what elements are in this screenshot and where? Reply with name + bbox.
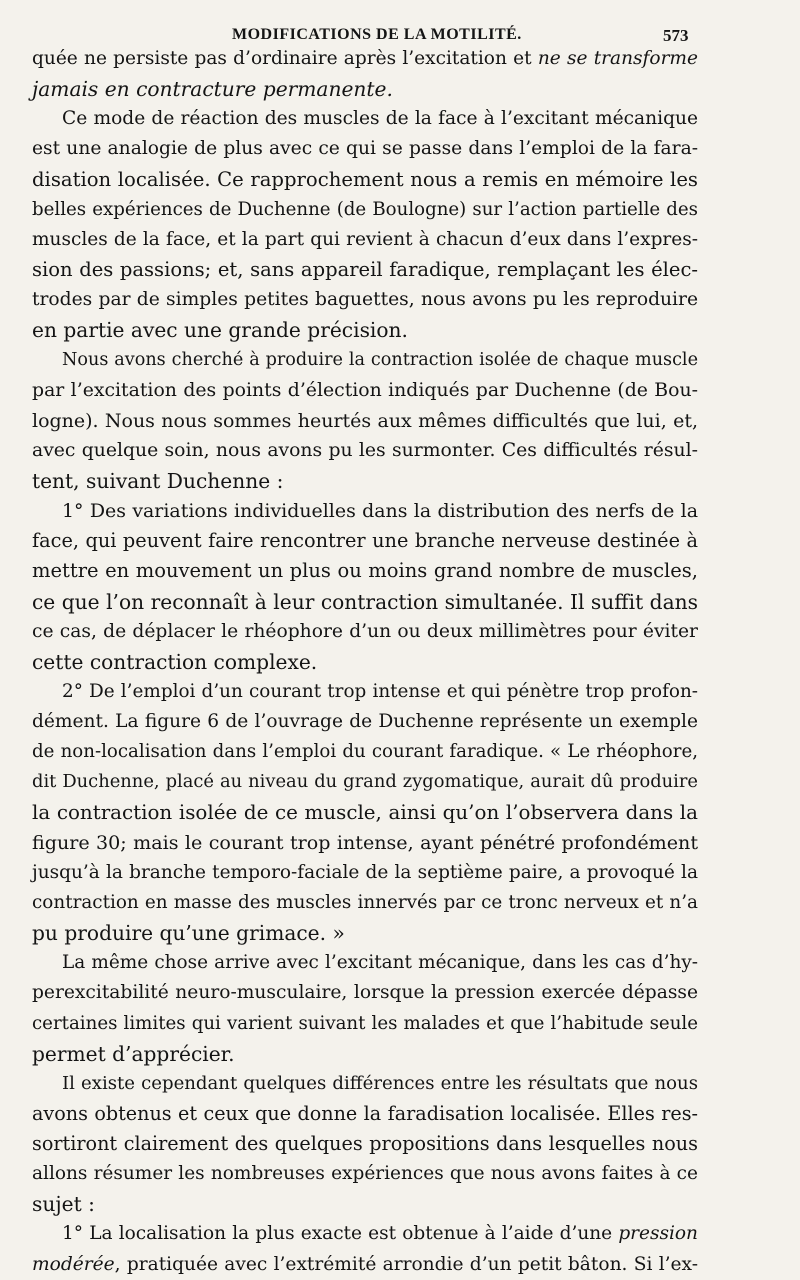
text-line: ce que l’on reconnaît à leur contraction simultanée. Il suffit dans bbox=[32, 589, 698, 614]
text-line: pu produire qu’une grimace. » bbox=[32, 921, 345, 946]
text-run: 1° La localisation la plus exacte est obtenue à l’aide d’une bbox=[62, 1223, 619, 1245]
text-line: dément. La figure 6 de l’ouvrage de Duchenne représente un exemple bbox=[32, 711, 698, 733]
text-line: dit Duchenne, placé au niveau du grand zygomatique, aurait dû produire bbox=[32, 771, 698, 793]
text-line: allons résumer les nombreuses expériences que nous avons faites à ce bbox=[32, 1163, 698, 1185]
paragraph bbox=[0, 345, 800, 496]
text-line: avec quelque soin, nous avons pu les surmonter. Ces difficultés résul- bbox=[32, 439, 698, 461]
text-line: Il existe cependant quelques différences entre les résultats que nous bbox=[62, 1072, 698, 1094]
text-run: , pratiquée avec l’extrémité arrondie d’un petit bâton. Si l’ex- bbox=[114, 1253, 698, 1275]
text-line: 2° De l’emploi d’un courant trop intense et qui pénètre trop profon- bbox=[62, 680, 698, 702]
text-line: disation localisée. Ce rapprochement nous a remis en mémoire les bbox=[32, 167, 698, 191]
text-line: 1° Des variations individuelles dans la distribution des nerfs de la bbox=[62, 500, 698, 523]
italic-text: modérée bbox=[32, 1253, 115, 1275]
paragraph bbox=[0, 948, 800, 1069]
text-line bbox=[32, 1250, 698, 1280]
text-line: sujet : bbox=[32, 1192, 95, 1217]
text-line: Nous avons cherché à produire la contraction isolée de chaque muscle bbox=[62, 350, 698, 371]
text-line: trodes par de simples petites baguettes, nous avons pu les reproduire bbox=[32, 289, 698, 311]
text-line: avons obtenus et ceux que donne la faradisation localisée. Elles res- bbox=[32, 1101, 698, 1125]
text-line bbox=[32, 44, 698, 74]
text-line: contraction en masse des muscles innervés par ce tronc nerveux et n’a bbox=[32, 891, 698, 913]
paragraph bbox=[0, 496, 800, 677]
text-line: en partie avec une grande précision. bbox=[32, 318, 408, 343]
italic-text: ne se transforme bbox=[537, 48, 698, 69]
text-line: belles expériences de Duchenne (de Boulogne) sur l’action partielle des bbox=[32, 198, 698, 220]
text-line: mettre en mouvement un plus ou moins grand nombre de muscles, bbox=[32, 559, 698, 583]
text-line bbox=[62, 1219, 698, 1249]
text-line: La même chose arrive avec l’excitant mécanique, dans les cas d’hy- bbox=[62, 952, 698, 974]
italic-text: pression bbox=[618, 1223, 698, 1245]
text-line: de non-localisation dans l’emploi du courant faradique. « Le rhéophore, bbox=[32, 741, 698, 763]
text-line: est une analogie de plus avec ce qui se passe dans l’emploi de la fara- bbox=[32, 138, 698, 160]
text-line: la contraction isolée de ce muscle, ainsi qu’on l’observera dans la bbox=[32, 800, 698, 824]
running-header bbox=[0, 20, 800, 44]
paragraph bbox=[0, 677, 800, 948]
text-line: face, qui peuvent faire rencontrer une branche nerveuse destinée à bbox=[32, 529, 698, 553]
text-line: tent, suivant Duchenne : bbox=[32, 468, 284, 493]
text-line: jusqu’à la branche temporo-faciale de la septième paire, a provoqué la bbox=[32, 861, 698, 883]
text-line: sortiront clairement des quelques propositions dans lesquelles nous bbox=[32, 1132, 698, 1156]
text-line: figure 30; mais le courant trop intense, ayant pénétré profondément bbox=[32, 831, 698, 854]
text-line: par l’excitation des points d’élection indiqués par Duchenne (de Bou- bbox=[32, 379, 698, 401]
paragraph bbox=[0, 104, 800, 345]
paragraph bbox=[0, 1069, 800, 1220]
text-line: permet d’apprécier. bbox=[32, 1041, 235, 1066]
text-line: Ce mode de réaction des muscles de la face à l’excitant mécanique bbox=[62, 108, 698, 130]
text-line: muscles de la face, et la part qui revient à chacun d’eux dans l’expres- bbox=[32, 228, 698, 250]
text-line: logne). Nous nous sommes heurtés aux mêmes difficultés que lui, et, bbox=[32, 409, 698, 432]
running-header-title: MODIFICATIONS DE LA MOTILITÉ. bbox=[232, 26, 522, 43]
paragraph bbox=[0, 44, 800, 104]
text-line: certaines limites qui varient suivant les malades et que l’habitude seule bbox=[32, 1012, 698, 1034]
page-number: 573 bbox=[663, 26, 689, 45]
text-line: cette contraction complexe. bbox=[32, 649, 318, 674]
paragraph bbox=[0, 1219, 800, 1279]
text-line bbox=[32, 74, 698, 104]
text-line: sion des passions; et, sans appareil faradique, remplaçant les élec- bbox=[32, 257, 698, 281]
italic-text: jamais en contracture permanente. bbox=[32, 77, 393, 102]
text-run: quée ne persiste pas d’ordinaire après l’excitation et bbox=[32, 48, 538, 69]
body-text bbox=[0, 44, 800, 1280]
text-line: ce cas, de déplacer le rhéophore d’un ou deux millimètres pour éviter bbox=[32, 620, 698, 642]
text-line: perexcitabilité neuro-musculaire, lorsque la pression exercée dépasse bbox=[32, 982, 698, 1004]
